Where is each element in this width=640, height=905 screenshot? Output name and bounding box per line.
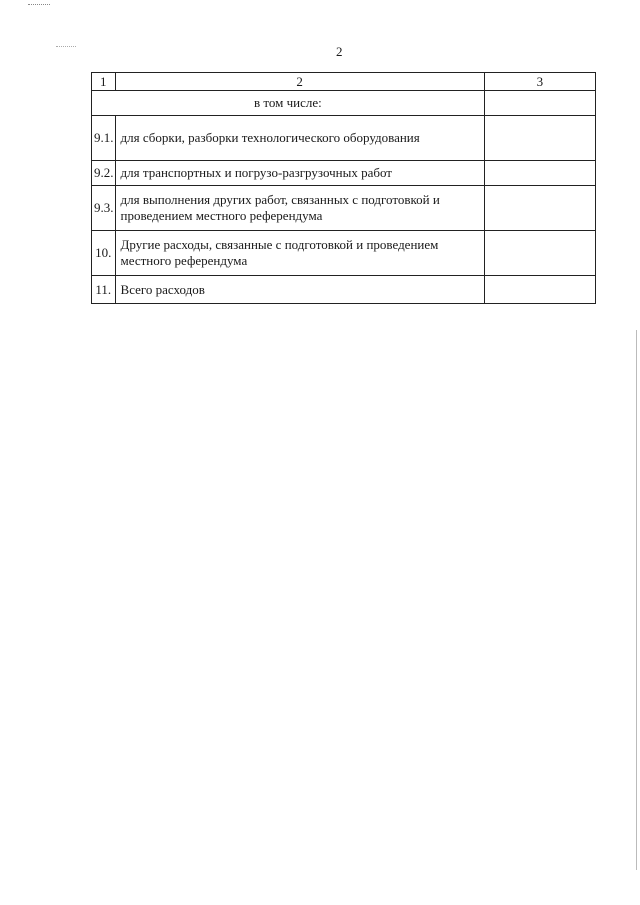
value-cell	[484, 161, 595, 186]
row-text: для транспортных и погрузо-разгрузочных работ	[115, 161, 484, 186]
table-row	[92, 161, 596, 186]
header-cell: 2	[115, 73, 484, 91]
row-number: 9.3.	[92, 186, 116, 231]
table-row	[92, 116, 596, 161]
row-text: Всего расходов	[115, 276, 484, 304]
value-cell	[484, 276, 595, 304]
row-text: для выполнения других работ, связанных с подготовкой и проведением местного референдума	[115, 186, 484, 231]
scan-artifact	[56, 46, 76, 48]
scan-edge	[636, 330, 637, 870]
scan-artifact	[28, 4, 50, 6]
table-subtitle-row	[92, 91, 596, 116]
page-number: 2	[336, 44, 343, 59]
table-row	[92, 231, 596, 276]
table-row	[92, 276, 596, 304]
row-text: для сборки, разборки технологического оборудования	[115, 116, 484, 161]
subtitle-cell: в том числе:	[92, 91, 485, 116]
header-cell: 3	[484, 73, 595, 91]
row-number: 9.2.	[92, 161, 116, 186]
row-text: Другие расходы, связанные с подготовкой и проведением местного референдума	[115, 231, 484, 276]
value-cell	[484, 186, 595, 231]
row-number: 9.1.	[92, 116, 116, 161]
row-number: 11.	[92, 276, 116, 304]
value-cell	[484, 91, 595, 116]
header-cell: 1	[92, 73, 116, 91]
value-cell	[484, 231, 595, 276]
row-number: 10.	[92, 231, 116, 276]
expenses-table	[91, 72, 596, 304]
table-header-row	[92, 73, 596, 91]
table-row	[92, 186, 596, 231]
value-cell	[484, 116, 595, 161]
